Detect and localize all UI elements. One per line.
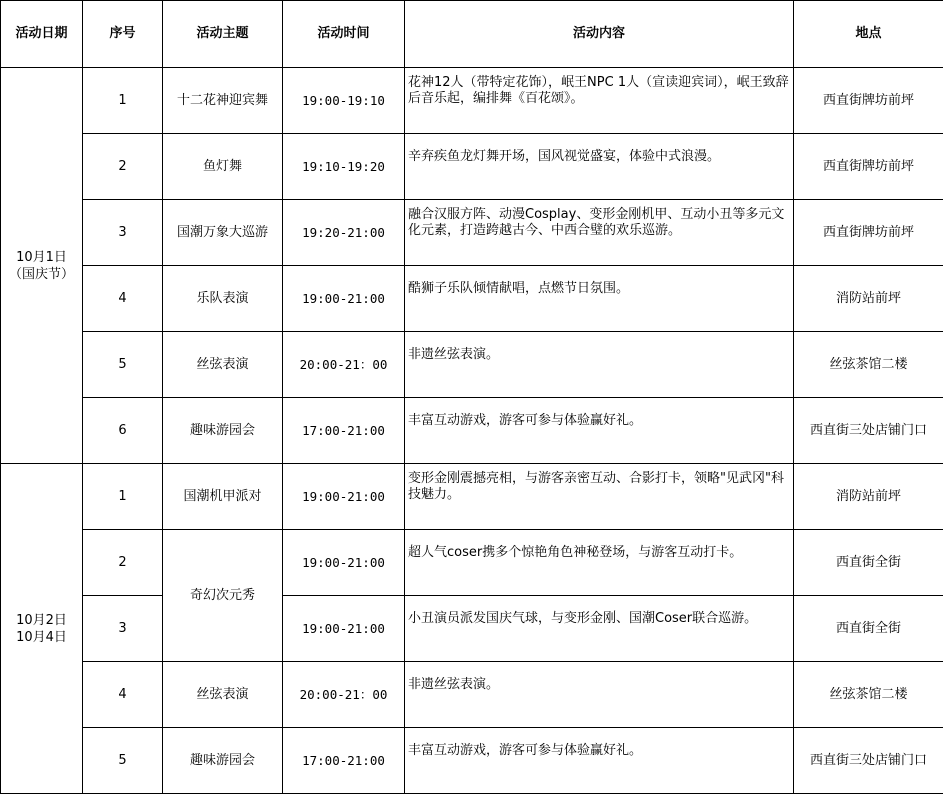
header-number: 序号 <box>83 1 163 68</box>
row-number: 4 <box>83 662 163 728</box>
row-content <box>405 200 794 266</box>
row-time: 17:00-21:00 <box>283 728 405 794</box>
row-theme: 奇幻次元秀 <box>163 530 283 662</box>
date-line: 10月4日 <box>1 629 82 646</box>
header-theme: 活动主题 <box>163 1 283 68</box>
header-row <box>1 1 943 68</box>
date-line: （国庆节） <box>1 266 82 283</box>
row-theme: 趣味游园会 <box>163 398 283 464</box>
row-content <box>405 398 794 464</box>
header-content: 活动内容 <box>405 1 794 68</box>
row-content-text: 花神12人（带特定花饰），岷王NPC 1人（宣读迎宾词），岷王致辞后音乐起，编排舞《百花颂》。 <box>408 75 791 107</box>
header-time: 活动时间 <box>283 1 405 68</box>
row-number: 3 <box>83 200 163 266</box>
row-time: 19:00-21:00 <box>283 596 405 662</box>
table-row <box>1 200 943 266</box>
row-theme: 丝弦表演 <box>163 332 283 398</box>
row-number: 5 <box>83 728 163 794</box>
table-row <box>1 398 943 464</box>
row-place: 西直街全街 <box>794 596 943 662</box>
row-time: 20:00-21：00 <box>283 332 405 398</box>
row-content-text: 丰富互动游戏，游客可参与体验赢好礼。 <box>408 413 791 429</box>
table-row <box>1 728 943 794</box>
row-content-text: 丰富互动游戏，游客可参与体验赢好礼。 <box>408 743 791 759</box>
row-theme: 乐队表演 <box>163 266 283 332</box>
row-place: 西直街全街 <box>794 530 943 596</box>
row-content <box>405 530 794 596</box>
row-content-text: 酷狮子乐队倾情献唱，点燃节日氛围。 <box>408 281 791 297</box>
row-place: 丝弦茶馆二楼 <box>794 662 943 728</box>
row-number: 2 <box>83 530 163 596</box>
row-place: 西直街三处店铺门口 <box>794 398 943 464</box>
row-time: 20:00-21：00 <box>283 662 405 728</box>
row-time: 19:20-21:00 <box>283 200 405 266</box>
row-place: 西直街牌坊前坪 <box>794 68 943 134</box>
row-place: 西直街牌坊前坪 <box>794 134 943 200</box>
row-place: 丝弦茶馆二楼 <box>794 332 943 398</box>
row-number: 6 <box>83 398 163 464</box>
row-theme: 趣味游园会 <box>163 728 283 794</box>
row-time: 19:00-21:00 <box>283 266 405 332</box>
row-time: 19:00-21:00 <box>283 530 405 596</box>
row-number: 1 <box>83 464 163 530</box>
header-date: 活动日期 <box>1 1 83 68</box>
table-row <box>1 332 943 398</box>
table-row <box>1 530 943 596</box>
row-theme: 鱼灯舞 <box>163 134 283 200</box>
row-content <box>405 332 794 398</box>
row-theme: 十二花神迎宾舞 <box>163 68 283 134</box>
row-content-text: 辛弃疾鱼龙灯舞开场，国风视觉盛宴，体验中式浪漫。 <box>408 149 791 165</box>
table-row <box>1 134 943 200</box>
row-place: 消防站前坪 <box>794 464 943 530</box>
row-theme: 国潮万象大巡游 <box>163 200 283 266</box>
row-time: 19:00-19:10 <box>283 68 405 134</box>
row-content-text: 非遗丝弦表演。 <box>408 347 791 363</box>
row-place: 西直街牌坊前坪 <box>794 200 943 266</box>
table-row <box>1 662 943 728</box>
row-content-text: 非遗丝弦表演。 <box>408 677 791 693</box>
row-content <box>405 134 794 200</box>
table-row <box>1 266 943 332</box>
row-content-text: 超人气coser携多个惊艳角色神秘登场，与游客互动打卡。 <box>408 545 791 561</box>
date-line: 10月2日 <box>1 612 82 629</box>
row-number: 2 <box>83 134 163 200</box>
header-place: 地点 <box>794 1 943 68</box>
table-row <box>1 68 943 134</box>
row-content <box>405 596 794 662</box>
row-time: 19:10-19:20 <box>283 134 405 200</box>
row-number: 1 <box>83 68 163 134</box>
row-content <box>405 68 794 134</box>
row-time: 19:00-21:00 <box>283 464 405 530</box>
row-theme: 丝弦表演 <box>163 662 283 728</box>
table-row <box>1 596 943 662</box>
row-content <box>405 728 794 794</box>
date-line: 10月1日 <box>1 249 82 266</box>
row-place: 西直街三处店铺门口 <box>794 728 943 794</box>
row-number: 3 <box>83 596 163 662</box>
row-number: 5 <box>83 332 163 398</box>
date-cell-oct2-4 <box>1 464 83 794</box>
row-content <box>405 266 794 332</box>
row-time: 17:00-21:00 <box>283 398 405 464</box>
row-content-text: 融合汉服方阵、动漫Cosplay、变形金刚机甲、互动小丑等多元文化元素，打造跨越古今、中西合璧的欢乐巡游。 <box>408 207 791 239</box>
row-theme: 国潮机甲派对 <box>163 464 283 530</box>
row-number: 4 <box>83 266 163 332</box>
row-content-text: 变形金刚震撼亮相，与游客亲密互动、合影打卡，领略"见武冈"科技魅力。 <box>408 471 791 503</box>
row-content-text: 小丑演员派发国庆气球，与变形金刚、国潮Coser联合巡游。 <box>408 611 791 627</box>
row-place: 消防站前坪 <box>794 266 943 332</box>
table-row <box>1 464 943 530</box>
row-content <box>405 464 794 530</box>
row-content <box>405 662 794 728</box>
date-cell-oct1 <box>1 68 83 464</box>
